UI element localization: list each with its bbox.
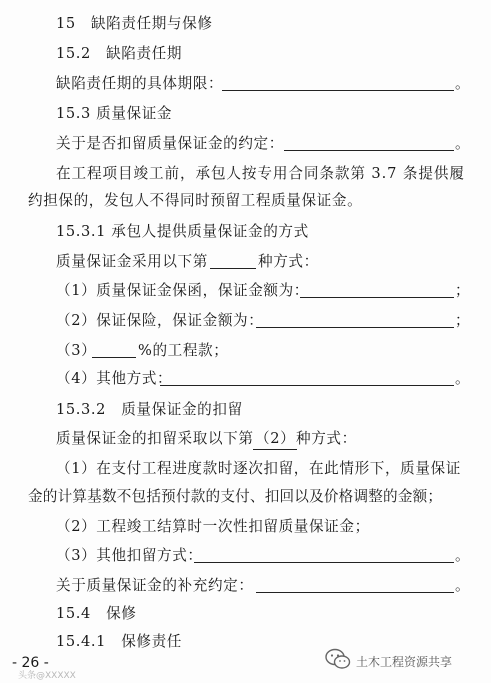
insurance-amount-blank[interactable] bbox=[256, 313, 454, 328]
method-number-blank[interactable] bbox=[210, 254, 256, 269]
line-end: 。 bbox=[455, 547, 471, 564]
line-text: 关于是否扣留质量保证金的约定： bbox=[56, 135, 284, 152]
watermark-right: 土木工程资源共享 bbox=[356, 655, 453, 669]
line-text: 15.2 缺陷责任期 bbox=[56, 45, 183, 62]
other-method-blank[interactable] bbox=[160, 371, 454, 386]
line-text: 约担保的，发包人不得同时预留工程质量保证金。 bbox=[28, 192, 363, 209]
line-end: 。 bbox=[455, 370, 471, 387]
line-text: （4）其他方式： bbox=[56, 370, 173, 387]
line-text: 缺陷责任期的具体期限： bbox=[56, 75, 224, 92]
retention-method-value[interactable]: （2） bbox=[253, 429, 297, 450]
line-end: ； bbox=[455, 282, 471, 299]
retain-guarantee-blank[interactable] bbox=[284, 136, 454, 151]
line-after: 种方式： bbox=[258, 253, 319, 270]
line-text: 在工程项目竣工前，承包人按专用合同条款第 3.7 条提供履 bbox=[56, 165, 465, 182]
percentage-blank[interactable] bbox=[92, 343, 136, 358]
bank-guarantee-amount-blank[interactable] bbox=[300, 283, 454, 298]
line-end: 。 bbox=[455, 75, 471, 92]
line-text: （2）工程竣工结算时一次性扣留质量保证金； bbox=[56, 518, 370, 535]
line-end: 。 bbox=[455, 135, 471, 152]
other-retention-blank[interactable] bbox=[194, 548, 454, 563]
line-end: 。 bbox=[455, 577, 471, 594]
line-text: （1）质量保证金保函，保证金额为： bbox=[56, 282, 309, 299]
line-text: （1）在支付工程进度款时逐次扣留，在此情形下，质量保证 bbox=[56, 460, 461, 477]
line-text: 关于质量保证金的补充约定： bbox=[56, 577, 254, 594]
page-number: - 26 - bbox=[12, 655, 49, 671]
line-after: %的工程款； bbox=[138, 342, 229, 359]
line-text: 15.4 保修 bbox=[56, 605, 137, 622]
line-end: ； bbox=[455, 312, 471, 329]
line-after: 种方式： bbox=[296, 430, 357, 447]
line-text: 金的计算基数不包括预付款的支付、扣回以及价格调整的金额； bbox=[28, 488, 443, 505]
line-text: 15.3.2 质量保证金的扣留 bbox=[56, 401, 243, 418]
watermark-left: 头条@XXXXX bbox=[18, 671, 76, 681]
line-text: 质量保证金的扣留采取以下第 bbox=[56, 430, 254, 447]
defect-period-blank[interactable] bbox=[222, 76, 454, 91]
wechat-icon bbox=[325, 648, 351, 670]
line-text: 15.3.1 承包人提供质量保证金的方式 bbox=[56, 223, 309, 240]
supplementary-blank[interactable] bbox=[256, 578, 454, 593]
line-text: 15.4.1 保修责任 bbox=[56, 633, 182, 650]
line-text: （2）保证保险，保证金额为： bbox=[56, 312, 264, 329]
line-text: 15 缺陷责任期与保修 bbox=[56, 15, 213, 32]
line-text: 质量保证金采用以下第 bbox=[56, 253, 208, 270]
line-text: （3）其他扣留方式： bbox=[56, 547, 203, 564]
line-text: （3） bbox=[56, 342, 97, 359]
line-text: 15.3 质量保证金 bbox=[56, 105, 173, 122]
